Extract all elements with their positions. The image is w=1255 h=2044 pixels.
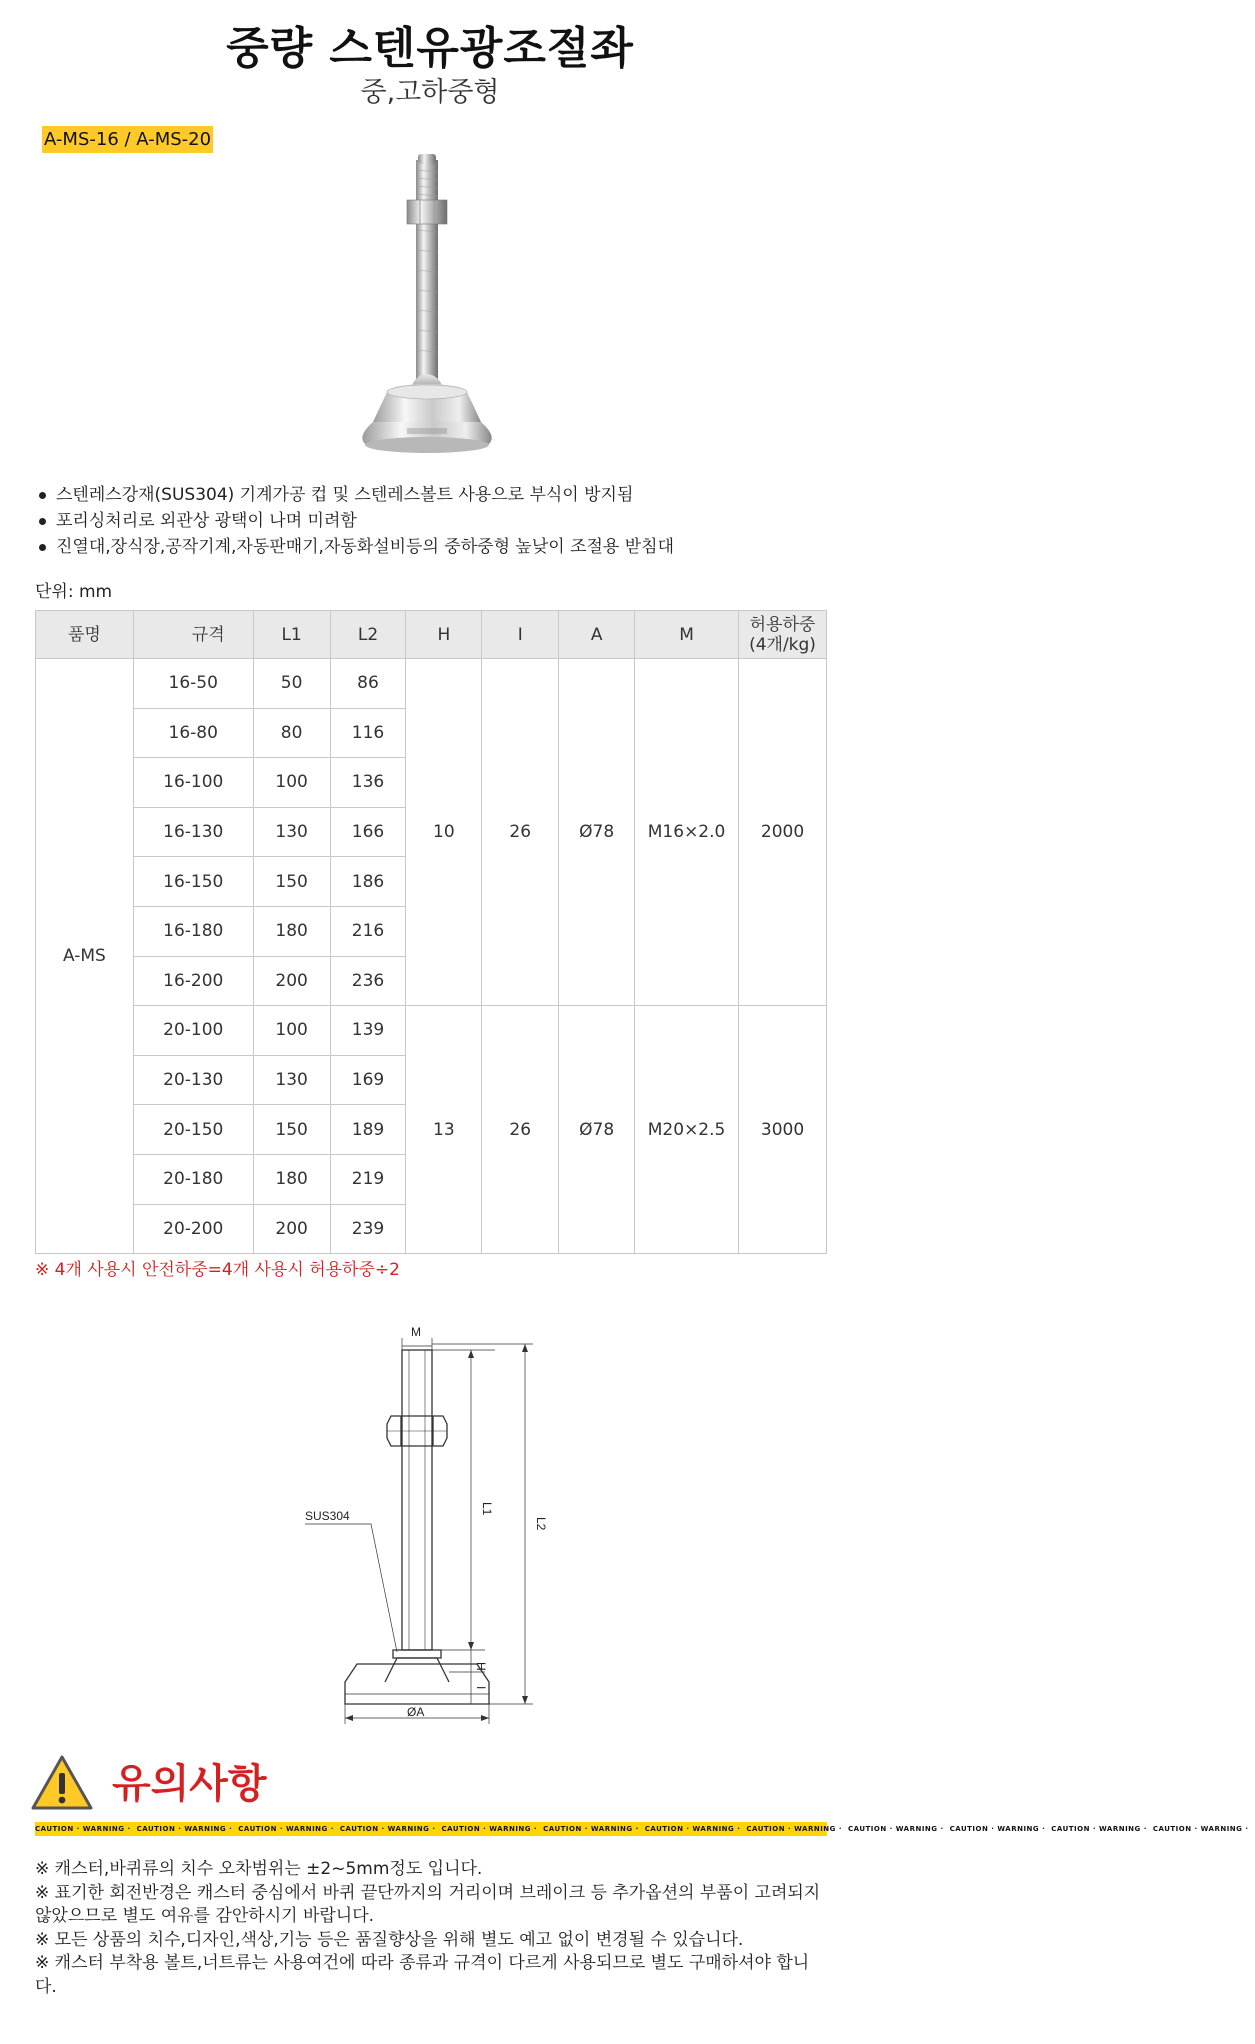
l2-cell: 116 <box>330 708 406 758</box>
l1-cell: 100 <box>253 1006 330 1056</box>
page-title: 중량 스텐유광조절좌 <box>226 23 634 74</box>
feature-item: 스텐레스강재(SUS304) 기계가공 컵 및 스텐레스볼트 사용으로 부식이 방지됨 <box>34 482 834 508</box>
label-h: H <box>474 1662 488 1671</box>
spec-cell: 20-100 <box>133 1006 253 1056</box>
l1-cell: 200 <box>253 956 330 1006</box>
label-l2: L2 <box>534 1517 548 1531</box>
spec-cell: 16-130 <box>133 807 253 857</box>
header-name: 품명 <box>36 611 134 659</box>
m-cell: M16×2.0 <box>635 659 739 1006</box>
spec-cell: 16-80 <box>133 708 253 758</box>
l1-cell: 130 <box>253 1055 330 1105</box>
warning-triangle-icon <box>30 1754 94 1812</box>
l2-cell: 166 <box>330 807 406 857</box>
l1-cell: 80 <box>253 708 330 758</box>
tape-text: CAUTION · WARNING · <box>136 1825 233 1833</box>
tape-text: CAUTION · WARNING · <box>644 1825 741 1833</box>
label-l1: L1 <box>480 1502 494 1516</box>
product-photo <box>175 140 680 470</box>
spec-cell: 16-50 <box>133 659 253 709</box>
l2-cell: 169 <box>330 1055 406 1105</box>
technical-drawing <box>285 1312 605 1732</box>
header-l1: L1 <box>253 611 330 659</box>
h-cell: 10 <box>406 659 482 1006</box>
spec-cell: 16-100 <box>133 758 253 808</box>
model-tag: A-MS-16 / A-MS-20 <box>42 126 213 153</box>
caution-note: ※ 캐스터 부착용 볼트,너트류는 사용여건에 따라 종류과 규격이 다르게 사용되므로 별도 구매하셔야 합니다. <box>35 1953 810 1997</box>
tape-text: CAUTION · WARNING · <box>746 1825 842 1833</box>
tape-text: CAUTION · WARNING · <box>1152 1825 1249 1833</box>
l1-cell: 150 <box>253 1105 330 1155</box>
tape-text: CAUTION · WARNING · <box>949 1825 1046 1833</box>
spec-table <box>35 610 827 1254</box>
tape-text: CAUTION · WARNING · <box>1051 1825 1147 1833</box>
tape-text: CAUTION · WARNING · <box>238 1825 334 1833</box>
spec-cell: 16-150 <box>133 857 253 907</box>
l1-cell: 180 <box>253 1154 330 1204</box>
spec-cell: 16-180 <box>133 906 253 956</box>
caution-notes <box>35 1858 830 1999</box>
feature-item: 포리싱처리로 외관상 광택이 나며 미려함 <box>34 508 834 534</box>
header-a: A <box>559 611 635 659</box>
label-material: SUS304 <box>305 1509 350 1523</box>
l1-cell: 180 <box>253 906 330 956</box>
l1-cell: 130 <box>253 807 330 857</box>
l2-cell: 216 <box>330 906 406 956</box>
tape-text: CAUTION · WARNING · <box>543 1825 639 1833</box>
caution-note: ※ 표기한 회전반경은 캐스터 중심에서 바퀴 끝단까지의 거리이며 브레이크 등 추가옵션의 부품이 고려되지 않았으므로 별도 여유를 감안하시기 바랍니다. <box>35 1882 821 1926</box>
label-m: M <box>411 1325 421 1339</box>
table-row <box>36 659 827 709</box>
feature-item: 진열대,장식장,공작기계,자동판매기,자동화설비등의 중하중형 높낮이 조절용 받침대 <box>34 534 834 560</box>
l1-cell: 50 <box>253 659 330 709</box>
i-cell: 26 <box>482 659 559 1006</box>
spec-cell: 20-200 <box>133 1204 253 1254</box>
label-i: I <box>474 1686 488 1690</box>
table-header-row <box>36 611 827 659</box>
spec-cell: 20-130 <box>133 1055 253 1105</box>
a-cell: Ø78 <box>559 1006 635 1254</box>
unit-label: 단위: mm <box>35 582 113 602</box>
l2-cell: 219 <box>330 1154 406 1204</box>
tape-text: CAUTION · WARNING · <box>35 1825 131 1833</box>
feature-list <box>34 482 834 560</box>
header-l2: L2 <box>330 611 406 659</box>
spec-cell: 20-150 <box>133 1105 253 1155</box>
caution-note: ※ 캐스터,바퀴류의 치수 오차범위는 ±2~5mm정도 입니다. <box>35 1859 483 1879</box>
l1-cell: 100 <box>253 758 330 808</box>
caution-note: ※ 모든 상품의 치수,디자인,색상,기능 등은 품질향상을 위해 별도 예고 없이 변경될 수 있습니다. <box>35 1929 744 1950</box>
spec-cell: 20-180 <box>133 1154 253 1204</box>
header-m: M <box>635 611 739 659</box>
l2-cell: 86 <box>330 659 406 709</box>
table-row <box>36 1006 827 1056</box>
i-cell: 26 <box>482 1006 559 1254</box>
l2-cell: 189 <box>330 1105 406 1155</box>
safety-load-note: ※ 4개 사용시 안전하중=4개 사용시 허용하중÷2 <box>35 1260 400 1280</box>
tape-text: CAUTION · WARNING · <box>848 1825 944 1833</box>
caution-title: 유의사항 <box>112 1761 267 1807</box>
spec-cell: 16-200 <box>133 956 253 1006</box>
header-spec: 규격 <box>133 611 253 659</box>
l2-cell: 239 <box>330 1204 406 1254</box>
load-cell: 2000 <box>739 659 827 1006</box>
tape-text: CAUTION · WARNING · <box>339 1825 436 1833</box>
product-name-cell: A-MS <box>36 659 134 1254</box>
header-i: I <box>482 611 559 659</box>
l1-cell: 150 <box>253 857 330 907</box>
l2-cell: 136 <box>330 758 406 808</box>
load-cell: 3000 <box>739 1006 827 1254</box>
caution-tape <box>35 1822 1249 1836</box>
label-a: ØA <box>407 1705 425 1719</box>
l2-cell: 139 <box>330 1006 406 1056</box>
header-h: H <box>406 611 482 659</box>
l2-cell: 186 <box>330 857 406 907</box>
h-cell: 13 <box>406 1006 482 1254</box>
m-cell: M20×2.5 <box>635 1006 739 1254</box>
l2-cell: 236 <box>330 956 406 1006</box>
a-cell: Ø78 <box>559 659 635 1006</box>
page-subtitle: 중,고하중형 <box>360 77 500 108</box>
tape-text: CAUTION · WARNING · <box>441 1825 538 1833</box>
header-load: 허용하중 (4개/kg) <box>739 611 827 659</box>
l1-cell: 200 <box>253 1204 330 1254</box>
